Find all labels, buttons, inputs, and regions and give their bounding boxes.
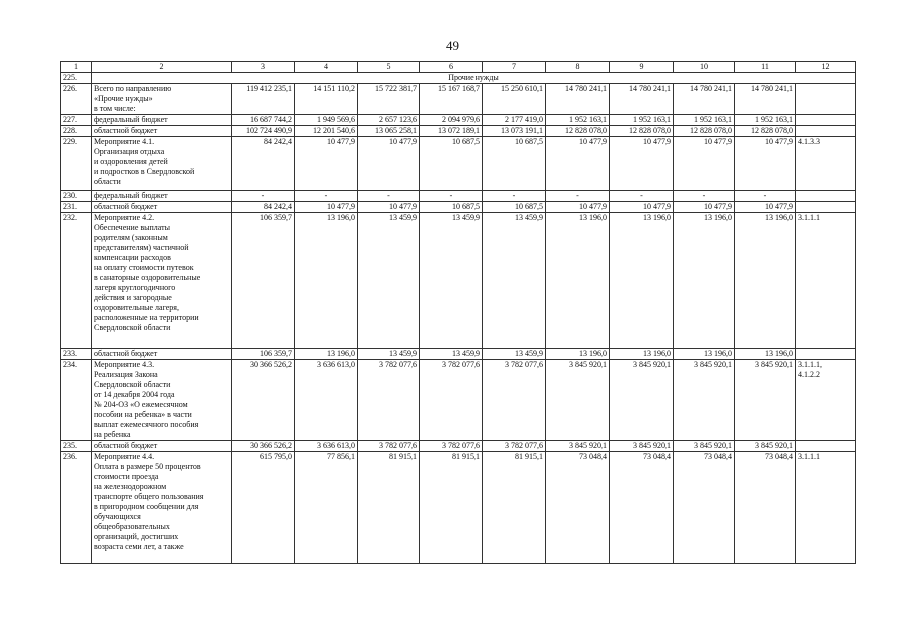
target-code: [796, 349, 856, 360]
row-description: [92, 349, 232, 360]
value-cell: 10 477,9: [610, 202, 674, 213]
code-line: 3.1.1.1: [798, 213, 820, 222]
value-cell: 81 915,1: [420, 452, 483, 564]
description-line: от 14 декабря 2004 года: [94, 390, 175, 399]
value-cell: 14 780 241,1: [735, 84, 796, 115]
value-cell: -: [232, 191, 295, 202]
description-line: оздоровительные лагеря,: [94, 303, 179, 312]
description-line: стоимости проезда: [94, 472, 159, 481]
code-line: 3.1.1.1,: [798, 360, 822, 369]
description-line: родителям (законным: [94, 233, 168, 242]
section-title: Прочие нужды: [92, 73, 856, 84]
value-cell: 12 828 078,0: [546, 126, 610, 137]
value-cell: 13 459,9: [358, 213, 420, 349]
code-line: 3.1.1.1: [798, 452, 820, 461]
value-cell: 10 477,9: [674, 137, 735, 191]
description-line: лагеря круглогодичного: [94, 283, 176, 292]
value-cell: 10 477,9: [295, 202, 358, 213]
row-number: 232.: [61, 213, 92, 349]
table-row: [61, 115, 856, 126]
target-code: [796, 137, 856, 191]
value-cell: 14 151 110,2: [295, 84, 358, 115]
row-description: [92, 213, 232, 349]
row-description: [92, 441, 232, 452]
target-code: [796, 360, 856, 441]
header-cell: 7: [483, 62, 546, 73]
value-cell: 13 459,9: [483, 213, 546, 349]
row-number: 236.: [61, 452, 92, 564]
value-cell: 10 687,5: [483, 202, 546, 213]
value-cell: 13 196,0: [674, 349, 735, 360]
value-cell: 13 196,0: [295, 213, 358, 349]
row-number: 225.: [61, 73, 92, 84]
value-cell: 12 201 540,6: [295, 126, 358, 137]
header-row: [61, 62, 856, 73]
table-row: [61, 73, 856, 84]
value-cell: 10 687,5: [420, 202, 483, 213]
description-line: Мероприятие 4.3.: [94, 360, 155, 369]
value-cell: 14 780 241,1: [610, 84, 674, 115]
description-line: областной бюджет: [94, 349, 158, 358]
value-cell: 3 636 613,0: [295, 360, 358, 441]
header-cell: 1: [61, 62, 92, 73]
row-description: [92, 191, 232, 202]
header-cell: 6: [420, 62, 483, 73]
description-line: областной бюджет: [94, 441, 158, 450]
description-line: Мероприятие 4.2.: [94, 213, 155, 222]
value-cell: -: [546, 191, 610, 202]
value-cell: 30 366 526,2: [232, 360, 295, 441]
value-cell: 3 845 920,1: [674, 441, 735, 452]
code-line: 4.1.2.2: [798, 370, 820, 379]
description-line: № 204-ОЗ «О ежемесячном: [94, 400, 188, 409]
row-description: [92, 126, 232, 137]
value-cell: 13 072 189,1: [420, 126, 483, 137]
table-row: [61, 84, 856, 115]
description-line: расположенные на территории: [94, 313, 199, 322]
value-cell: 10 477,9: [546, 137, 610, 191]
description-line: области: [94, 177, 121, 186]
value-cell: 1 952 163,1: [610, 115, 674, 126]
value-cell: 106 359,7: [232, 349, 295, 360]
value-cell: 73 048,4: [546, 452, 610, 564]
description-line: представителям) частичной: [94, 243, 189, 252]
row-number: 230.: [61, 191, 92, 202]
table-row: [61, 126, 856, 137]
value-cell: 13 065 258,1: [358, 126, 420, 137]
target-code: [796, 126, 856, 137]
description-line: и подростков в Свердловской: [94, 167, 195, 176]
description-line: в санаторные оздоровительные: [94, 273, 201, 282]
row-description: [92, 360, 232, 441]
description-line: на ребенка: [94, 430, 131, 439]
value-cell: 10 687,5: [483, 137, 546, 191]
header-cell: 3: [232, 62, 295, 73]
description-line: транспорте общего пользования: [94, 492, 204, 501]
value-cell: 30 366 526,2: [232, 441, 295, 452]
value-cell: 13 196,0: [295, 349, 358, 360]
description-line: Мероприятие 4.4.: [94, 452, 155, 461]
description-line: в пригородном сообщении для: [94, 502, 199, 511]
value-cell: 15 167 168,7: [420, 84, 483, 115]
value-cell: 81 915,1: [483, 452, 546, 564]
header-cell: 4: [295, 62, 358, 73]
table-row: [61, 452, 856, 564]
value-cell: 84 242,4: [232, 137, 295, 191]
value-cell: 3 845 920,1: [735, 360, 796, 441]
table-row: [61, 202, 856, 213]
value-cell: 1 949 569,6: [295, 115, 358, 126]
value-cell: 102 724 490,9: [232, 126, 295, 137]
value-cell: 3 782 077,6: [420, 360, 483, 441]
value-cell: 84 242,4: [232, 202, 295, 213]
value-cell: 3 845 920,1: [546, 360, 610, 441]
value-cell: 13 196,0: [546, 213, 610, 349]
row-number: 229.: [61, 137, 92, 191]
value-cell: 3 845 920,1: [546, 441, 610, 452]
value-cell: 615 795,0: [232, 452, 295, 564]
value-cell: 3 782 077,6: [358, 441, 420, 452]
value-cell: 10 477,9: [674, 202, 735, 213]
row-number: 227.: [61, 115, 92, 126]
value-cell: 1 952 163,1: [674, 115, 735, 126]
description-line: и оздоровления детей: [94, 157, 168, 166]
value-cell: 13 459,9: [358, 349, 420, 360]
header-cell: 2: [92, 62, 232, 73]
description-line: Обеспечение выплаты: [94, 223, 171, 232]
header-cell: 10: [674, 62, 735, 73]
value-cell: 2 094 979,6: [420, 115, 483, 126]
value-cell: 13 073 191,1: [483, 126, 546, 137]
target-code: [796, 202, 856, 213]
value-cell: 12 828 078,0: [735, 126, 796, 137]
row-description: [92, 115, 232, 126]
row-number: 235.: [61, 441, 92, 452]
value-cell: 13 196,0: [735, 213, 796, 349]
code-line: 4.1.3.3: [798, 137, 820, 146]
description-line: Всего по направлению: [94, 84, 172, 93]
value-cell: 73 048,4: [610, 452, 674, 564]
description-line: Организация отдыха: [94, 147, 165, 156]
row-number: 233.: [61, 349, 92, 360]
value-cell: 2 177 419,0: [483, 115, 546, 126]
target-code: [796, 441, 856, 452]
description-line: пособии на ребенка» в части: [94, 410, 192, 419]
description-line: общеобразовательных: [94, 522, 170, 531]
row-description: [92, 452, 232, 564]
table-row: [61, 137, 856, 191]
description-line: компенсации расходов: [94, 253, 171, 262]
row-number: 231.: [61, 202, 92, 213]
value-cell: 13 196,0: [610, 213, 674, 349]
description-line: Оплата в размере 50 процентов: [94, 462, 201, 471]
value-cell: 3 782 077,6: [483, 441, 546, 452]
page-number: 49: [446, 38, 459, 53]
description-line: Мероприятие 4.1.: [94, 137, 155, 146]
value-cell: 106 359,7: [232, 213, 295, 349]
value-cell: -: [420, 191, 483, 202]
description-line: Реализация Закона: [94, 370, 158, 379]
value-cell: 13 196,0: [610, 349, 674, 360]
value-cell: 10 477,9: [735, 137, 796, 191]
budget-table: [60, 61, 856, 564]
value-cell: 73 048,4: [674, 452, 735, 564]
description-line: Свердловской области: [94, 380, 171, 389]
description-line: федеральный бюджет: [94, 191, 168, 200]
value-cell: -: [358, 191, 420, 202]
row-number: 234.: [61, 360, 92, 441]
description-line: областной бюджет: [94, 126, 158, 135]
value-cell: -: [483, 191, 546, 202]
row-number: 226.: [61, 84, 92, 115]
description-line: областной бюджет: [94, 202, 158, 211]
value-cell: 12 828 078,0: [674, 126, 735, 137]
row-description: [92, 202, 232, 213]
description-line: федеральный бюджет: [94, 115, 168, 124]
value-cell: 10 477,9: [358, 137, 420, 191]
header-cell: 5: [358, 62, 420, 73]
target-code: [796, 452, 856, 564]
description-line: обучающихся: [94, 512, 141, 521]
description-line: действия и загородные: [94, 293, 172, 302]
description-line: возраста семи лет, а также: [94, 542, 184, 551]
value-cell: 12 828 078,0: [610, 126, 674, 137]
value-cell: 15 722 381,7: [358, 84, 420, 115]
value-cell: 14 780 241,1: [674, 84, 735, 115]
value-cell: 10 477,9: [358, 202, 420, 213]
value-cell: 10 477,9: [735, 202, 796, 213]
target-code: [796, 84, 856, 115]
table-row: [61, 360, 856, 441]
description-line: «Прочие нужды»: [94, 94, 153, 103]
value-cell: 3 782 077,6: [483, 360, 546, 441]
target-code: [796, 213, 856, 349]
target-code: [796, 191, 856, 202]
table-row: [61, 213, 856, 349]
description-line: на оплату стоимости путевок: [94, 263, 194, 272]
value-cell: 13 459,9: [420, 213, 483, 349]
description-line: на железнодорожном: [94, 482, 167, 491]
value-cell: 10 477,9: [546, 202, 610, 213]
value-cell: 13 196,0: [674, 213, 735, 349]
header-cell: 8: [546, 62, 610, 73]
value-cell: -: [735, 191, 796, 202]
value-cell: 13 196,0: [546, 349, 610, 360]
value-cell: 10 477,9: [610, 137, 674, 191]
description-line: организаций, достигших: [94, 532, 179, 541]
table-row: [61, 191, 856, 202]
row-number: 228.: [61, 126, 92, 137]
value-cell: 3 845 920,1: [610, 441, 674, 452]
value-cell: -: [295, 191, 358, 202]
target-code: [796, 115, 856, 126]
description-line: Свердловской области: [94, 323, 171, 332]
value-cell: 3 782 077,6: [420, 441, 483, 452]
value-cell: -: [610, 191, 674, 202]
row-description: [92, 84, 232, 115]
value-cell: 1 952 163,1: [735, 115, 796, 126]
value-cell: 2 657 123,6: [358, 115, 420, 126]
value-cell: 3 845 920,1: [735, 441, 796, 452]
value-cell: 3 845 920,1: [674, 360, 735, 441]
description-line: в том числе:: [94, 104, 136, 113]
header-cell: 12: [796, 62, 856, 73]
value-cell: 10 687,5: [420, 137, 483, 191]
value-cell: 15 250 610,1: [483, 84, 546, 115]
description-line: выплат ежемесячного пособия: [94, 420, 199, 429]
value-cell: 3 636 613,0: [295, 441, 358, 452]
value-cell: 13 196,0: [735, 349, 796, 360]
value-cell: 73 048,4: [735, 452, 796, 564]
value-cell: 1 952 163,1: [546, 115, 610, 126]
value-cell: 3 782 077,6: [358, 360, 420, 441]
value-cell: -: [674, 191, 735, 202]
value-cell: 10 477,9: [295, 137, 358, 191]
value-cell: 13 459,9: [483, 349, 546, 360]
value-cell: 119 412 235,1: [232, 84, 295, 115]
table-row: [61, 441, 856, 452]
value-cell: 77 856,1: [295, 452, 358, 564]
value-cell: 81 915,1: [358, 452, 420, 564]
value-cell: 3 845 920,1: [610, 360, 674, 441]
value-cell: 13 459,9: [420, 349, 483, 360]
value-cell: 14 780 241,1: [546, 84, 610, 115]
row-description: [92, 137, 232, 191]
value-cell: 16 687 744,2: [232, 115, 295, 126]
header-cell: 9: [610, 62, 674, 73]
table-row: [61, 349, 856, 360]
header-cell: 11: [735, 62, 796, 73]
